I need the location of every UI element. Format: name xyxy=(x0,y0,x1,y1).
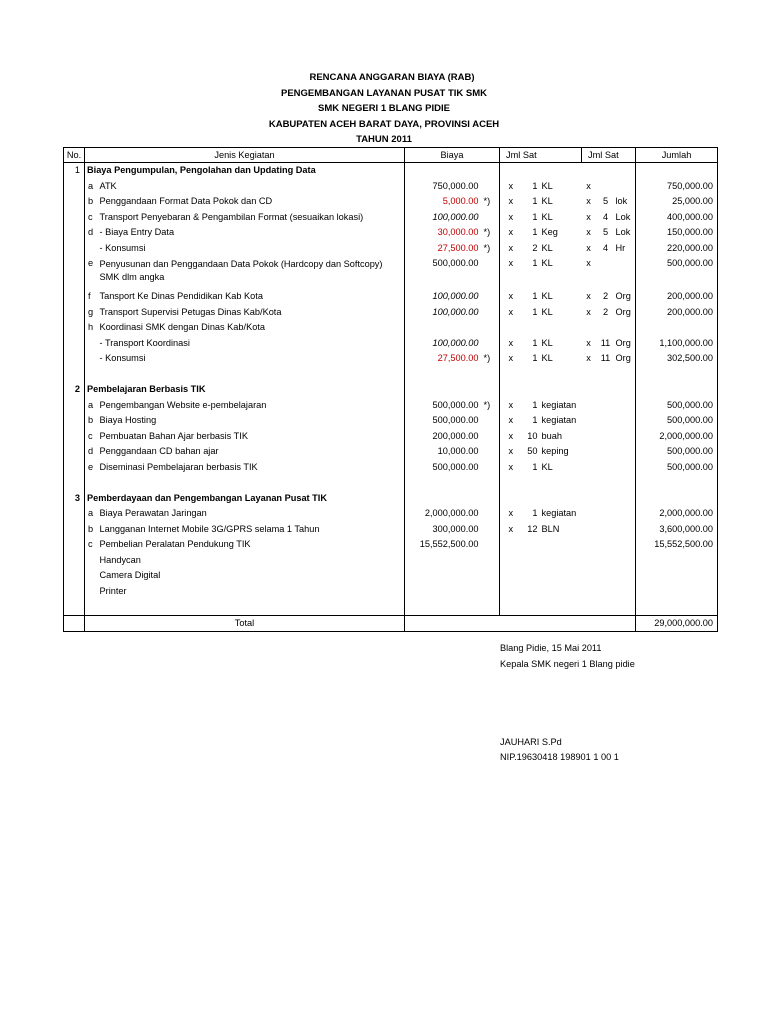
multiply-sign: x xyxy=(508,337,514,348)
budget-table xyxy=(63,147,718,632)
region-name: KABUPATEN ACEH BARAT DAYA, PROVINSI ACEH xyxy=(268,118,500,130)
item-description: Biaya Perawatan Jaringan xyxy=(99,508,207,518)
multiply-sign: x xyxy=(508,461,514,472)
item-unit-1: KL xyxy=(541,291,553,301)
item-description: Koordinasi SMK dengan Dinas Kab/Kota xyxy=(99,322,265,332)
item-qty-2: 5 xyxy=(602,196,609,206)
item-jumlah: 302,500.00 xyxy=(636,351,718,367)
item-biaya: 300,000.00 xyxy=(405,522,482,538)
year-label: TAHUN 2011 xyxy=(356,134,412,145)
item-letter: c xyxy=(88,211,93,222)
item-jumlah: 2,000,000.00 xyxy=(636,506,718,522)
item-jumlah: 2,000,000.00 xyxy=(636,429,718,445)
table-row xyxy=(64,256,718,289)
document-subtitle: PENGEMBANGAN LAYANAN PUSAT TIK SMK xyxy=(280,87,488,99)
item-biaya: 27,500.00 xyxy=(405,241,482,257)
item-description: Tansport Ke Dinas Pendidikan Kab Kota xyxy=(99,291,263,301)
item-letter: b xyxy=(88,415,94,425)
item-qty-1: 50 xyxy=(527,446,538,456)
item-unit-1: kegiatan xyxy=(541,415,577,425)
item-qty-1: 1 xyxy=(532,180,538,191)
item-letter: d xyxy=(88,446,94,456)
item-jumlah: 3,600,000.00 xyxy=(636,522,718,538)
table-row xyxy=(64,225,718,241)
item-unit-1: keping xyxy=(541,446,569,456)
signature-place-date: Blang Pidie, 15 Mai 2011 xyxy=(500,643,602,653)
item-unit-1: kegiatan xyxy=(541,508,577,518)
item-jumlah: 750,000.00 xyxy=(636,179,718,195)
item-qty-1: 12 xyxy=(527,523,538,534)
item-qty-1: 1 xyxy=(532,196,538,206)
item-letter: b xyxy=(88,523,94,534)
item-biaya: 27,500.00 xyxy=(405,351,482,367)
item-qty-1: 1 xyxy=(532,508,538,518)
item-description: - Transport Koordinasi xyxy=(99,337,190,348)
item-description: - Konsumsi xyxy=(99,353,146,363)
item-description: Transport Supervisi Petugas Dinas Kab/Kota xyxy=(99,306,282,317)
total-label: Total xyxy=(85,615,405,632)
item-qty-2: 2 xyxy=(602,291,609,301)
item-jumlah: 150,000.00 xyxy=(636,225,718,241)
item-qty-1: 2 xyxy=(532,242,538,253)
multiply-sign: x xyxy=(586,196,591,206)
item-unit-1: KL xyxy=(541,306,553,317)
item-unit-2: lok xyxy=(615,196,628,206)
item-biaya: 100,000.00 xyxy=(405,305,482,321)
item-biaya: 15,552,500.00 xyxy=(405,537,482,553)
multiply-sign: x xyxy=(586,211,591,222)
multiply-sign: x xyxy=(508,523,514,534)
item-description: Biaya Hosting xyxy=(99,415,157,425)
item-jumlah: 500,000.00 xyxy=(636,256,718,289)
multiply-sign: x xyxy=(586,291,591,301)
section-number: 3 xyxy=(64,491,85,507)
item-unit-1: kegiatan xyxy=(541,399,577,410)
item-qty-2: 4 xyxy=(602,242,609,253)
total-row xyxy=(64,615,718,632)
item-biaya: 200,000.00 xyxy=(405,429,482,445)
item-description: Penggandaan Format Data Pokok dan CD xyxy=(99,196,273,206)
item-letter: a xyxy=(88,508,94,518)
item-note-mark: *) xyxy=(482,351,500,367)
multiply-sign: x xyxy=(586,337,591,348)
table-row xyxy=(64,444,718,460)
multiply-sign: x xyxy=(508,446,514,456)
table-row xyxy=(64,398,718,414)
table-row xyxy=(64,305,718,321)
header-no: No. xyxy=(64,148,85,163)
item-qty-1: 1 xyxy=(532,415,538,425)
signature-nip: NIP.19630418 198901 1 00 1 xyxy=(500,752,619,762)
item-qty-1: 1 xyxy=(532,291,538,301)
multiply-sign: x xyxy=(508,242,514,253)
item-jumlah: 200,000.00 xyxy=(636,305,718,321)
item-unit-1: BLN xyxy=(541,523,560,534)
item-qty-2: 11 xyxy=(600,353,611,363)
table-row xyxy=(64,537,718,553)
header-jenis-kegiatan: Jenis Kegiatan xyxy=(85,148,405,163)
item-description: Diseminasi Pembelajaran berbasis TIK xyxy=(99,461,258,472)
item-unit-1: KL xyxy=(541,211,553,222)
item-qty-1: 1 xyxy=(532,306,538,317)
item-jumlah: 500,000.00 xyxy=(636,444,718,460)
item-jumlah: 220,000.00 xyxy=(636,241,718,257)
item-biaya: 5,000.00 xyxy=(405,194,482,210)
item-note-mark: *) xyxy=(482,225,500,241)
item-qty-1: 1 xyxy=(532,337,538,348)
item-description: Handycan xyxy=(99,554,141,565)
item-jumlah: 500,000.00 xyxy=(636,460,718,476)
item-unit-1: KL xyxy=(541,242,553,253)
item-unit-2: Org xyxy=(615,291,631,301)
item-note-mark: *) xyxy=(482,398,500,414)
multiply-sign: x xyxy=(508,306,514,317)
item-jumlah: 500,000.00 xyxy=(636,413,718,429)
spacer-row xyxy=(64,599,718,615)
item-unit-1: KL xyxy=(541,180,553,191)
item-description: Pembelian Peralatan Pendukung TIK xyxy=(99,539,251,549)
item-qty-2: 4 xyxy=(602,211,609,222)
item-description: Transport Penyebaran & Pengambilan Format (sesuaikan lokasi) xyxy=(99,211,364,222)
header-jumlah: Jumlah xyxy=(636,148,718,163)
table-row xyxy=(64,179,718,195)
item-qty-1: 1 xyxy=(532,353,538,363)
item-biaya: 100,000.00 xyxy=(405,336,482,352)
item-description: Pembuatan Bahan Ajar berbasis TIK xyxy=(99,430,248,441)
item-unit-2: Lok xyxy=(615,211,631,222)
table-row xyxy=(64,522,718,538)
item-unit-1: KL xyxy=(541,461,553,472)
school-name: SMK NEGERI 1 BLANG PIDIE xyxy=(318,103,450,114)
item-unit-1: Keg xyxy=(541,227,558,237)
item-jumlah: 400,000.00 xyxy=(636,210,718,226)
table-row xyxy=(64,210,718,226)
item-letter: h xyxy=(88,322,94,332)
table-header-row xyxy=(64,148,718,163)
item-qty-2: 11 xyxy=(600,337,611,348)
item-biaya: 500,000.00 xyxy=(405,398,482,414)
item-letter: f xyxy=(88,291,91,301)
multiply-sign: x xyxy=(508,508,514,518)
item-note-mark: *) xyxy=(482,241,500,257)
table-row xyxy=(64,429,718,445)
item-jumlah: 15,552,500.00 xyxy=(636,537,718,553)
item-biaya: 750,000.00 xyxy=(405,179,482,195)
item-qty-1: 1 xyxy=(532,461,538,472)
item-jumlah: 200,000.00 xyxy=(636,289,718,305)
item-qty-1: 1 xyxy=(532,399,538,410)
section-row xyxy=(64,163,718,179)
item-description: Penyusunan dan Penggandaan Data Pokok (Hardcopy dan Softcopy) SMK dlm angka xyxy=(99,259,383,282)
item-letter: a xyxy=(88,399,94,410)
item-description: Pengembangan Website e-pembelajaran xyxy=(99,399,267,410)
table-row xyxy=(64,194,718,210)
multiply-sign: x xyxy=(508,291,514,301)
header-jml-sat-1: Jml Sat xyxy=(500,148,582,163)
multiply-sign: x xyxy=(508,196,514,206)
section-title: Biaya Pengumpulan, Pengolahan dan Updating Data xyxy=(87,165,316,175)
item-unit-2: Org xyxy=(615,337,631,348)
multiply-sign: x xyxy=(508,227,514,237)
section-number: 2 xyxy=(64,382,85,398)
table-row xyxy=(64,413,718,429)
table-row xyxy=(64,460,718,476)
multiply-sign: x xyxy=(508,353,514,363)
item-letter: b xyxy=(88,196,94,206)
section-title: Pembelajaran Berbasis TIK xyxy=(87,384,206,394)
table-row xyxy=(64,568,718,584)
spacer-row xyxy=(64,367,718,383)
item-letter: a xyxy=(88,180,94,191)
multiply-sign: x xyxy=(508,258,514,268)
item-qty-1: 1 xyxy=(532,227,538,237)
item-unit-1: KL xyxy=(541,353,553,363)
table-row xyxy=(64,553,718,569)
item-jumlah: 500,000.00 xyxy=(636,398,718,414)
item-biaya: 30,000.00 xyxy=(405,225,482,241)
multiply-sign: x xyxy=(586,306,591,317)
document-title-block xyxy=(0,70,768,148)
table-row xyxy=(64,506,718,522)
item-description: ATK xyxy=(99,180,117,191)
item-biaya: 100,000.00 xyxy=(405,289,482,305)
section-row xyxy=(64,491,718,507)
item-unit-1: KL xyxy=(541,258,553,268)
item-biaya: 10,000.00 xyxy=(405,444,482,460)
table-row xyxy=(64,320,718,336)
item-biaya: 500,000.00 xyxy=(405,413,482,429)
item-unit-2: Org xyxy=(615,353,631,363)
item-biaya: 500,000.00 xyxy=(405,256,482,289)
multiply-sign: x xyxy=(508,430,514,441)
signature-position: Kepala SMK negeri 1 Blang pidie xyxy=(500,659,635,669)
item-description: Camera Digital xyxy=(99,570,161,580)
item-letter: c xyxy=(88,539,93,549)
item-biaya: 100,000.00 xyxy=(405,210,482,226)
item-qty-1: 10 xyxy=(527,430,538,441)
total-value: 29,000,000.00 xyxy=(636,615,718,632)
table-row xyxy=(64,289,718,305)
item-qty-1: 1 xyxy=(532,211,538,222)
item-jumlah: 1,100,000.00 xyxy=(636,336,718,352)
item-biaya: 2,000,000.00 xyxy=(405,506,482,522)
item-unit-1: KL xyxy=(541,337,553,348)
item-description: Penggandaan CD bahan ajar xyxy=(99,446,219,456)
item-unit-2: Org xyxy=(615,306,631,317)
item-qty-2: 5 xyxy=(602,227,609,237)
multiply-sign: x xyxy=(508,399,514,410)
item-letter: c xyxy=(88,430,93,441)
item-letter: d xyxy=(88,227,94,237)
item-description: Printer xyxy=(99,585,127,596)
spacer-row xyxy=(64,475,718,491)
multiply-sign: x xyxy=(508,415,514,425)
table-row xyxy=(64,241,718,257)
header-jml-sat-2: Jml Sat xyxy=(582,148,636,163)
multiply-sign: x xyxy=(586,242,591,253)
item-letter: g xyxy=(88,306,94,317)
multiply-sign: x xyxy=(586,258,591,268)
section-title: Pemberdayaan dan Pengembangan Layanan Pusat TIK xyxy=(87,492,327,503)
item-unit-1: KL xyxy=(541,196,553,206)
table-row xyxy=(64,351,718,367)
item-description: - Konsumsi xyxy=(99,242,146,253)
item-biaya: 500,000.00 xyxy=(405,460,482,476)
item-description: Langganan Internet Mobile 3G/GPRS selama 1 Tahun xyxy=(99,523,320,534)
document-title: RENCANA ANGGARAN BIAYA (RAB) xyxy=(309,72,475,83)
item-jumlah: 25,000.00 xyxy=(636,194,718,210)
item-unit-2: Lok xyxy=(615,227,631,237)
multiply-sign: x xyxy=(586,180,591,191)
item-qty-1: 1 xyxy=(532,258,538,268)
item-unit-1: buah xyxy=(541,430,562,441)
section-number: 1 xyxy=(64,163,85,179)
section-row xyxy=(64,382,718,398)
header-biaya: Biaya xyxy=(405,148,500,163)
item-unit-2: Hr xyxy=(615,242,626,253)
item-description: - Biaya Entry Data xyxy=(99,227,175,237)
table-row xyxy=(64,336,718,352)
multiply-sign: x xyxy=(508,180,514,191)
multiply-sign: x xyxy=(586,353,591,363)
multiply-sign: x xyxy=(508,211,514,222)
multiply-sign: x xyxy=(586,227,591,237)
item-note-mark: *) xyxy=(482,194,500,210)
table-row xyxy=(64,584,718,600)
item-letter: e xyxy=(88,258,94,268)
item-letter: e xyxy=(88,461,94,472)
item-qty-2: 2 xyxy=(602,306,609,317)
signature-name: JAUHARI S.Pd xyxy=(500,737,562,747)
